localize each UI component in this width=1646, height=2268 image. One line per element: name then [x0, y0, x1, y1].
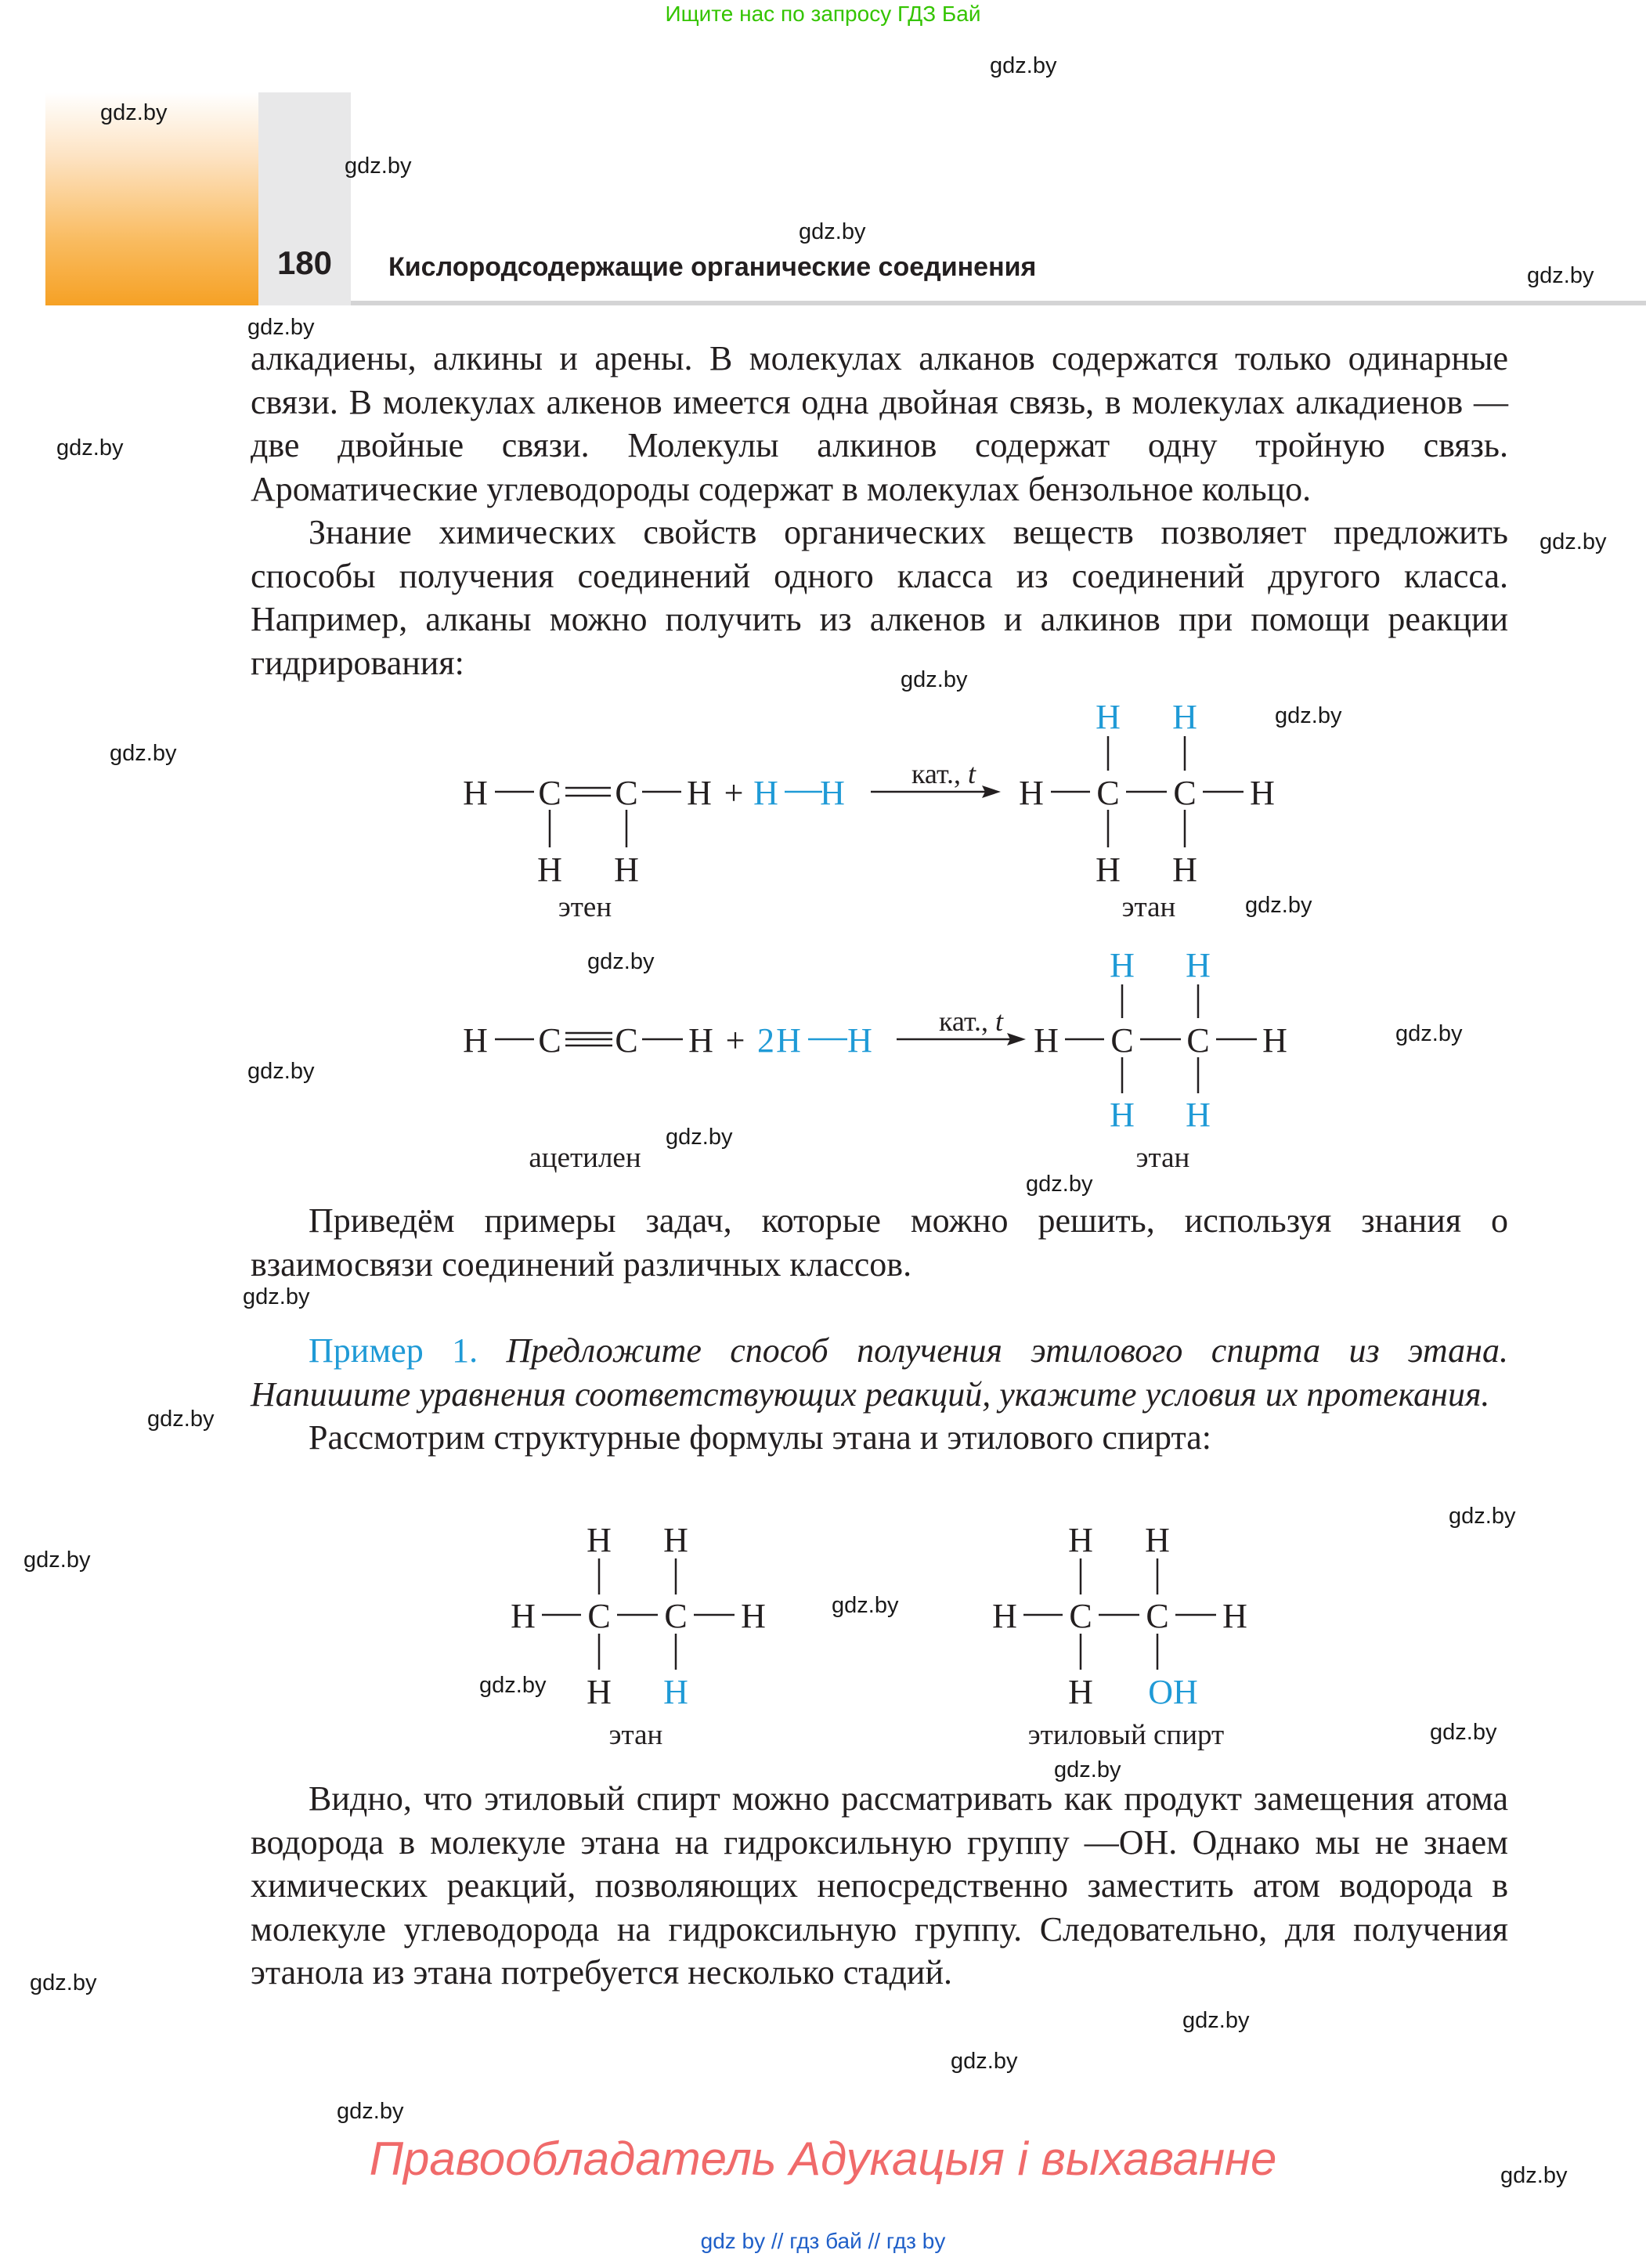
atom-h: H [1172, 698, 1197, 736]
atom-h: H [776, 1021, 801, 1060]
atom-h: H [663, 1673, 688, 1711]
atom-h: H [537, 850, 562, 889]
coefficient: 2 [757, 1021, 774, 1060]
example-block [251, 1329, 1508, 1460]
paragraph-1: алкадиены, алкины и арены. В молекулах алканов содержатся только одинарные связи. В молекулах алкенов имеется одна двойная связь, в молекулах алкадиенов — две двойные связи. Молекулы алкинов содержат одну тройную связь. Ароматические углеводороды содержат в молекулах бензольное кольцо. [251, 339, 1508, 508]
paragraph-3: Приведём примеры задач, которые можно решить, используя знания о взаимосвязи соединений различных классов. [251, 1201, 1508, 1284]
watermark: gdz.by [479, 1673, 547, 1698]
watermark: gdz.by [110, 741, 177, 766]
label-ethane: этан [1135, 1142, 1190, 1174]
example-1 [251, 1329, 1508, 1416]
atom-h: H [992, 1597, 1017, 1635]
atom-c: C [664, 1597, 688, 1635]
atom-h: H [847, 1021, 872, 1060]
plus-sign: + [725, 1021, 745, 1060]
label-acetylene: ацетилен [529, 1142, 641, 1174]
atom-h: H [463, 774, 488, 812]
watermark: gdz.by [337, 2099, 404, 2124]
watermark: gdz.by [30, 1970, 97, 1995]
copyright-notice: Правообладатель Адукацыя і выхаванне [369, 2133, 1277, 2185]
watermark: gdz.by [23, 1548, 91, 1573]
atom-h: H [1262, 1021, 1287, 1060]
paragraph-5: Видно, что этиловый спирт можно рассматривать как продукт замещения атома водорода в молекуле этана на гидроксильную группу —OH. Однако мы не знаем химических реакций, позволяющих непосредственно заместить атом водорода в молекуле углеводорода на гидроксильную группу. Следовательно, для получения этанола из этана потребуется несколько стадий. [251, 1779, 1508, 1992]
atom-h: H [688, 1021, 713, 1060]
watermark: gdz.by [1182, 2008, 1250, 2033]
intro-text [251, 337, 1508, 684]
atom-h: H [587, 1521, 612, 1559]
hydroxyl-group: OH [1148, 1673, 1198, 1711]
atom-h: H [1110, 1096, 1135, 1134]
atom-h: H [741, 1597, 766, 1635]
label-ethane: этан [1121, 891, 1176, 923]
reaction-conditions: кат., t [911, 758, 976, 789]
watermark: gdz.by [1395, 1021, 1463, 1046]
watermark: gdz.by [1054, 1757, 1121, 1782]
watermark: gdz.by [1527, 263, 1594, 288]
atom-h: H [614, 850, 639, 889]
watermark: gdz.by [56, 435, 124, 460]
examples-text [251, 1199, 1508, 1286]
watermark: gdz.by [243, 1284, 310, 1309]
paragraph-2: Знание химических свойств органических веществ позволяет предложить способы получения соединений одного класса из соединений другого класса. Например, алканы можно получить из алкенов и алкинов при помощи реакции гидрирования: [251, 513, 1508, 682]
atom-h: H [1250, 774, 1275, 812]
paragraph-4: Рассмотрим структурные формулы этана и этилового спирта: [309, 1418, 1211, 1457]
watermark: gdz.by [247, 1059, 315, 1084]
watermark: gdz.by [832, 1593, 899, 1618]
atom-h: H [587, 1673, 612, 1711]
atom-h: H [1034, 1021, 1059, 1060]
reaction-conditions: кат., t [938, 1006, 1004, 1037]
atom-c: C [1110, 1021, 1134, 1060]
atom-h: H [1172, 850, 1197, 889]
atom-c: C [1186, 1021, 1210, 1060]
label-ethene: этен [558, 891, 612, 923]
atom-h: H [1145, 1521, 1170, 1559]
watermark: gdz.by [666, 1125, 733, 1150]
atom-h: H [1186, 946, 1211, 984]
atom-h: H [511, 1597, 536, 1635]
watermark: gdz.by [100, 100, 168, 125]
atom-c: C [1173, 774, 1197, 812]
atom-c: C [1096, 774, 1120, 812]
atom-c: C [615, 1021, 638, 1060]
example-label: Пример 1. [309, 1331, 478, 1370]
atom-h: H [1222, 1597, 1247, 1635]
chapter-title: Кислородсодержащие органические соединения [388, 252, 1037, 282]
watermark: gdz.by [1245, 893, 1312, 918]
watermark: gdz.by [345, 153, 412, 179]
page-number: 180 [276, 244, 333, 281]
atom-h: H [687, 774, 712, 812]
conclusion-text [251, 1777, 1508, 1995]
atom-c: C [1069, 1597, 1092, 1635]
watermark: gdz.by [901, 667, 968, 692]
watermark: gdz.by [587, 949, 655, 974]
watermark: gdz.by [1275, 703, 1342, 728]
example-task: Предложите способ получения этилового спирта из этана. Напишите уравнения соответствующих реакций, укажите условия их протекания. [251, 1331, 1508, 1414]
atom-c: C [538, 1021, 561, 1060]
watermark: gdz.by [1449, 1504, 1516, 1529]
label-ethanol: этиловый спирт [1027, 1719, 1225, 1751]
atom-h: H [1096, 698, 1121, 736]
watermark: gdz.by [147, 1407, 215, 1432]
label-ethane: этан [608, 1719, 663, 1751]
atom-c: C [1146, 1597, 1169, 1635]
hydrogenation-scheme [439, 681, 1316, 1183]
watermark: gdz.by [1026, 1172, 1093, 1197]
atom-h: H [1019, 774, 1044, 812]
plus-sign: + [724, 774, 744, 812]
atom-h: H [663, 1521, 688, 1559]
atom-h: H [753, 774, 778, 812]
atom-c: C [538, 774, 561, 812]
atom-c: C [587, 1597, 611, 1635]
watermark: gdz.by [990, 53, 1057, 78]
watermark: gdz.by [951, 2049, 1018, 2074]
atom-h: H [1068, 1521, 1093, 1559]
atom-h: H [1068, 1673, 1093, 1711]
header-rule [351, 301, 1646, 305]
atom-h: H [820, 774, 845, 812]
watermark: gdz.by [247, 315, 315, 340]
atom-h: H [1110, 946, 1135, 984]
atom-h: H [1186, 1096, 1211, 1134]
atom-c: C [615, 774, 638, 812]
top-search-hint[interactable]: Ищите нас по запросу ГДЗ Бай [665, 2, 981, 26]
watermark: gdz.by [1540, 529, 1607, 554]
structural-formulas [485, 1511, 1269, 1762]
watermark: gdz.by [1500, 2163, 1568, 2188]
atom-h: H [1096, 850, 1121, 889]
atom-h: H [463, 1021, 488, 1060]
watermark: gdz.by [799, 219, 866, 244]
watermark: gdz.by [1430, 1720, 1497, 1745]
bottom-links[interactable]: gdz by // гдз бай // гдз by [700, 2229, 946, 2253]
